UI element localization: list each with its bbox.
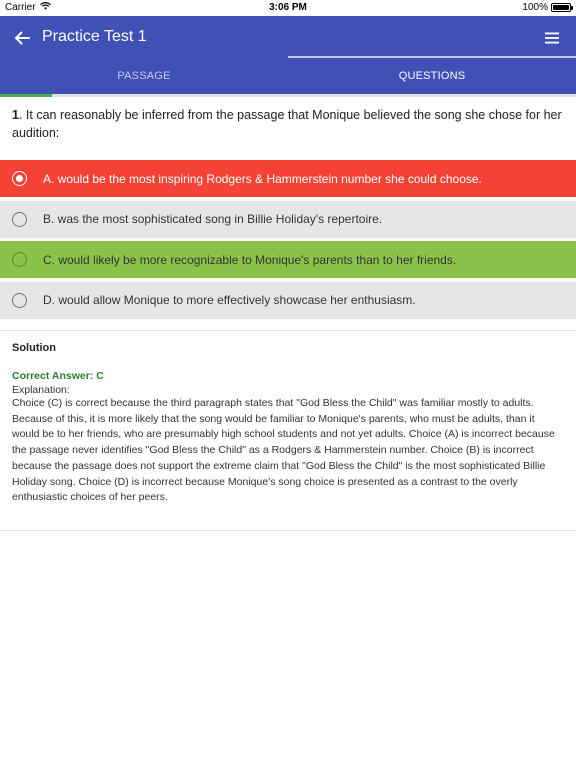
tab-bar <box>0 56 576 96</box>
answer-options <box>0 160 576 322</box>
option-b-label: B. was the most sophisticated song in Billie Holiday's repertoire. <box>43 212 383 226</box>
status-bar <box>0 0 576 16</box>
status-right <box>522 2 571 13</box>
tab-questions[interactable]: QUESTIONS <box>398 70 466 82</box>
option-a[interactable] <box>0 160 576 197</box>
solution-heading: Solution <box>12 342 56 354</box>
divider <box>0 330 576 331</box>
radio-button[interactable] <box>12 252 27 267</box>
divider <box>0 530 576 531</box>
option-c[interactable] <box>0 241 576 278</box>
radio-button[interactable] <box>12 293 27 308</box>
battery-percent: 100% <box>522 2 548 13</box>
page-title: Practice Test 1 <box>42 28 147 45</box>
option-c-label: C. would likely be more recognizable to Monique's parents than to her friends. <box>43 252 457 267</box>
question-number-dot: . <box>18 108 26 122</box>
option-d-label: D. would allow Monique to more effectively showcase her enthusiasm. <box>43 293 416 307</box>
explanation-text: Choice (C) is correct because the third paragraph states that "God Bless the Child" was familiar mostly to adults. Because of this, it is more likely that the song would be familiar to Monique's parents, who must be adults, than it would be to her friends, who are presumably high school students and not yet adults. Choice (A) is incorrect because the passage never identifies "God Bless the Child" as a Rodgers & Hammerstein number. Choice (B) is incorrect because the passage does not support the extreme claim that "God Bless the Child" is the most sophisticated Billie Holiday song. Choice (D) is incorrect because Monique's song choice is presented as a contrast to the overly enthusiastic choices of her peers. <box>12 397 555 504</box>
option-d[interactable] <box>0 282 576 319</box>
progress-bar <box>0 94 576 97</box>
status-time: 3:06 PM <box>269 2 307 13</box>
app-bar <box>0 16 576 96</box>
battery-icon <box>551 3 571 12</box>
radio-button[interactable] <box>12 212 27 227</box>
question-text <box>12 106 564 142</box>
radio-button-selected[interactable] <box>12 171 27 186</box>
back-button[interactable] <box>10 26 34 50</box>
question-body: It can reasonably be inferred from the passage that Monique believed the song she chose for her audition: <box>12 108 562 140</box>
question-number: 1 <box>12 108 19 122</box>
hamburger-menu-icon <box>545 32 559 44</box>
option-b[interactable] <box>0 201 576 238</box>
option-a-label: A. would be the most inspiring Rodgers & Hammerstein number she could choose. <box>43 171 482 186</box>
correct-answer: Correct Answer: C <box>12 370 104 382</box>
carrier-label: Carrier <box>5 2 36 13</box>
solution-section <box>12 342 564 506</box>
explanation-label: Explanation: <box>12 384 70 396</box>
tab-passage[interactable]: PASSAGE <box>117 70 171 82</box>
menu-button[interactable] <box>540 26 564 50</box>
progress-fill <box>0 94 52 97</box>
arrow-left-icon <box>14 30 30 46</box>
